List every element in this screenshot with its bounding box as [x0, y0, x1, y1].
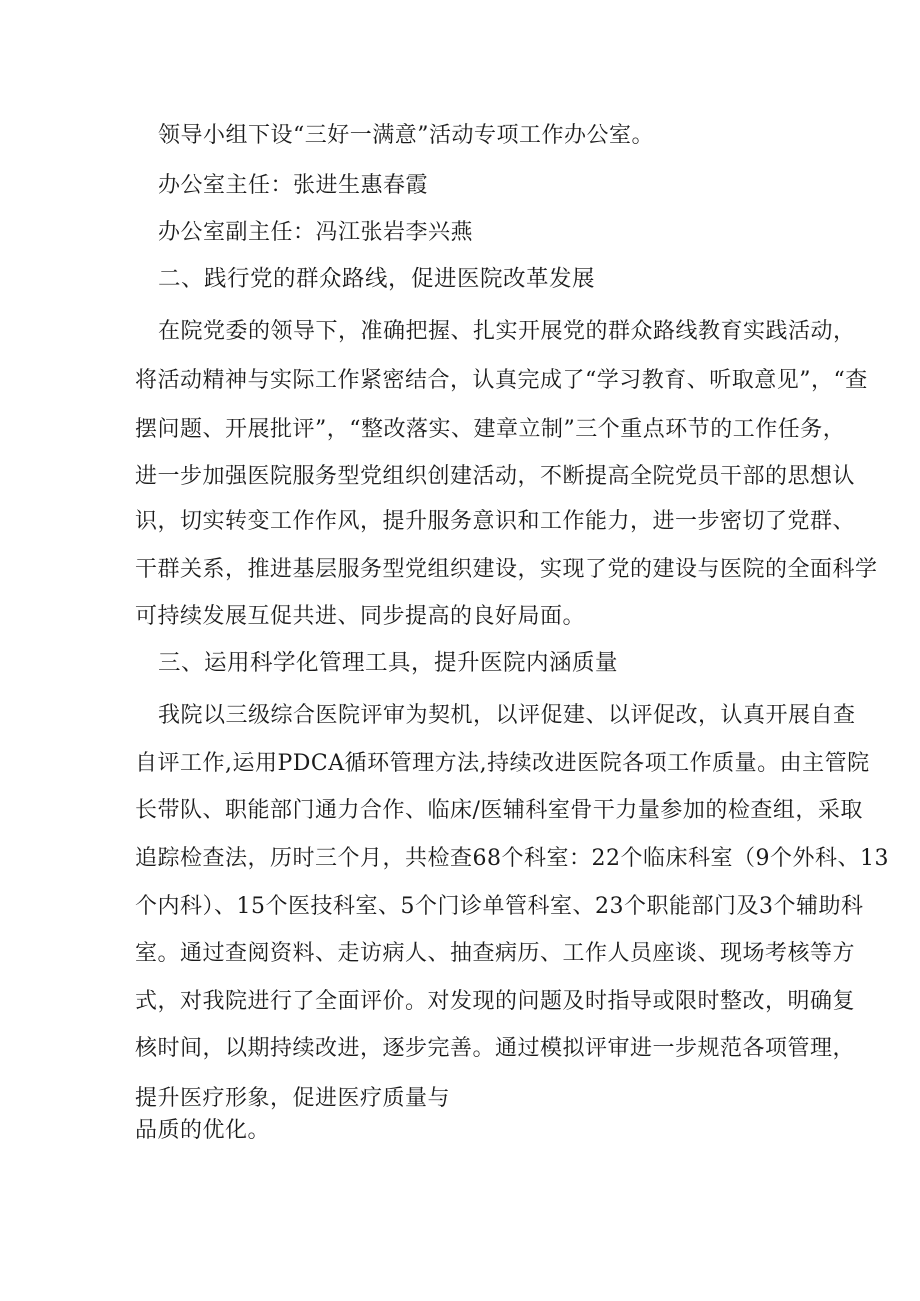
- text-line: 进一步加强医院服务型党组织创建活动，不断提高全院党员干部的思想认: [135, 464, 856, 489]
- text-line: 领导小组下设“三好一满意”活动专项工作办公室。: [158, 123, 654, 148]
- text-line: 追踪检查法，历时三个月，共检查68个科室：22个临床科室（9个外科、13: [135, 846, 889, 871]
- section-heading: 三、运用科学化管理工具，提升医院内涵质量: [158, 650, 619, 676]
- text-line: 提升医疗形象，促进医疗质量与: [135, 1086, 451, 1111]
- section-heading: 二、践行党的群众路线，促进医院改革发展: [158, 266, 596, 292]
- text-line: 可持续发展互促共进、同步提高的良好局面。: [135, 604, 586, 629]
- text-line: 个内科）、15个医技科室、5个门诊单管科室、23个职能部门及3个辅助科: [135, 894, 864, 919]
- text-line: 摆问题、开展批评”，“整改落实、建章立制”三个重点环节的工作任务，: [135, 417, 846, 442]
- text-line: 室。通过查阅资料、走访病人、抽查病历、工作人员座谈、现场考核等方: [135, 941, 856, 966]
- text-line: 式，对我院进行了全面评价。对发现的问题及时指导或限时整改，明确复: [135, 989, 856, 1014]
- text-line: 办公室副主任：冯江张岩李兴燕: [158, 220, 474, 245]
- text-line: 干群关系，推进基层服务型党组织建设，实现了党的建设与医院的全面科学: [135, 557, 878, 582]
- text-line: 在院党委的领导下，准确把握、扎实开展党的群众路线教育实践活动，: [158, 319, 856, 344]
- text-line: 核时间，以期持续改进，逐步完善。通过模拟评审进一步规范各项管理，: [135, 1036, 856, 1061]
- text-line: 办公室主任：张进生惠春霞: [158, 173, 429, 198]
- text-line: 识，切实转变工作作风，提升服务意识和工作能力，进一步密切了党群、: [135, 509, 856, 534]
- text-line: 我院以三级综合医院评审为契机，以评促建、以评促改，认真开展自查: [158, 703, 856, 728]
- text-line: 品质的优化。: [135, 1118, 271, 1143]
- text-line: 长带队、职能部门通力合作、临床/医辅科室骨干力量参加的检查组，采取: [135, 798, 863, 823]
- text-line: 将活动精神与实际工作紧密结合，认真完成了“学习教育、听取意见”，“查: [135, 368, 868, 393]
- text-line: 自评工作,运用PDCA循环管理方法,持续改进医院各项工作质量。由主管院: [135, 751, 870, 776]
